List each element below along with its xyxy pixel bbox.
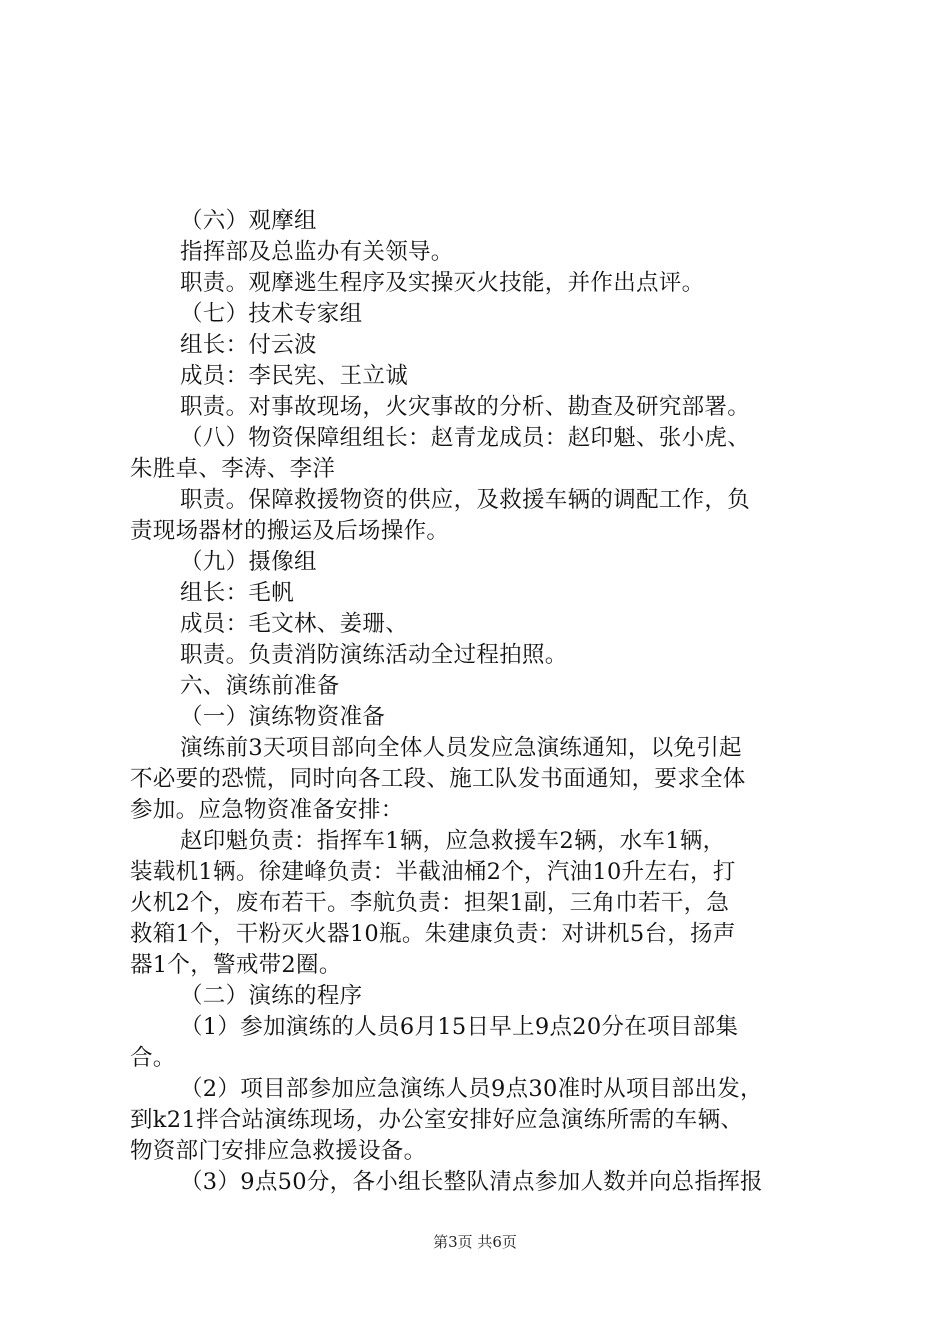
paragraph-line: 合。: [130, 1045, 176, 1071]
paragraph-line: 成员：李民宪、王立诚: [180, 363, 409, 389]
paragraph-line: 参加。应急物资准备安排：: [130, 797, 404, 823]
paragraph-line: 装载机1辆。徐建峰负责：半截油桶2个，汽油10升左右，打: [130, 859, 736, 885]
paragraph-line: 朱胜卓、李涛、李洋: [130, 456, 336, 482]
paragraph-line: 器1个，警戒带2圈。: [130, 952, 342, 978]
paragraph-line: 到k21拌合站演练现场，办公室安排好应急演练所需的车辆、: [130, 1107, 744, 1133]
paragraph-line: 组长：付云波: [180, 332, 317, 358]
heading-supply-group: （八）物资保障组组长：赵青龙成员：赵印魁、张小虎、: [180, 425, 751, 451]
paragraph-line: 指挥部及总监办有关领导。: [180, 239, 454, 265]
page-number-footer: 第3页 共6页: [433, 1233, 517, 1251]
paragraph-line: （3）9点50分，各小组长整队清点参加人数并向总指挥报: [180, 1169, 763, 1195]
paragraph-line: 成员：毛文林、姜珊、: [180, 611, 409, 637]
paragraph-line: 物资部门安排应急救援设备。: [130, 1138, 427, 1164]
paragraph-line: （2）项目部参加应急演练人员9点30准时从项目部出发，: [180, 1076, 763, 1102]
paragraph-line: 职责。负责消防演练活动全过程拍照。: [180, 642, 568, 668]
heading-camera-group: （九）摄像组: [180, 549, 317, 575]
paragraph-line: 职责。保障救援物资的供应，及救援车辆的调配工作，负: [180, 487, 751, 513]
heading-drill-supplies: （一）演练物资准备: [180, 704, 386, 730]
heading-drill-procedure: （二）演练的程序: [180, 983, 363, 1009]
paragraph-line: 不必要的恐慌，同时向各工段、施工队发书面通知，要求全体: [130, 766, 746, 792]
heading-drill-preparation: 六、演练前准备: [180, 673, 340, 699]
paragraph-line: 责现场器材的搬运及后场操作。: [130, 518, 450, 544]
paragraph-line: （1）参加演练的人员6月15日早上9点20分在项目部集: [180, 1014, 739, 1040]
heading-tech-expert-group: （七）技术专家组: [180, 301, 363, 327]
paragraph-line: 救箱1个，干粉灭火器10瓶。朱建康负责：对讲机5台，扬声: [130, 921, 736, 947]
paragraph-line: 组长：毛帆: [180, 580, 295, 606]
paragraph-line: 职责。对事故现场，火灾事故的分析、勘查及研究部署。: [180, 394, 751, 420]
paragraph-line: 职责。观摩逃生程序及实操灭火技能，并作出点评。: [180, 270, 705, 296]
paragraph-line: 演练前3天项目部向全体人员发应急演练通知，以免引起: [180, 735, 742, 761]
paragraph-line: 赵印魁负责：指挥车1辆，应急救援车2辆，水车1辆，: [180, 828, 726, 854]
paragraph-line: 火机2个，废布若干。李航负责：担架1副，三角巾若干，急: [130, 890, 730, 916]
heading-observation-group: （六）观摩组: [180, 208, 317, 234]
